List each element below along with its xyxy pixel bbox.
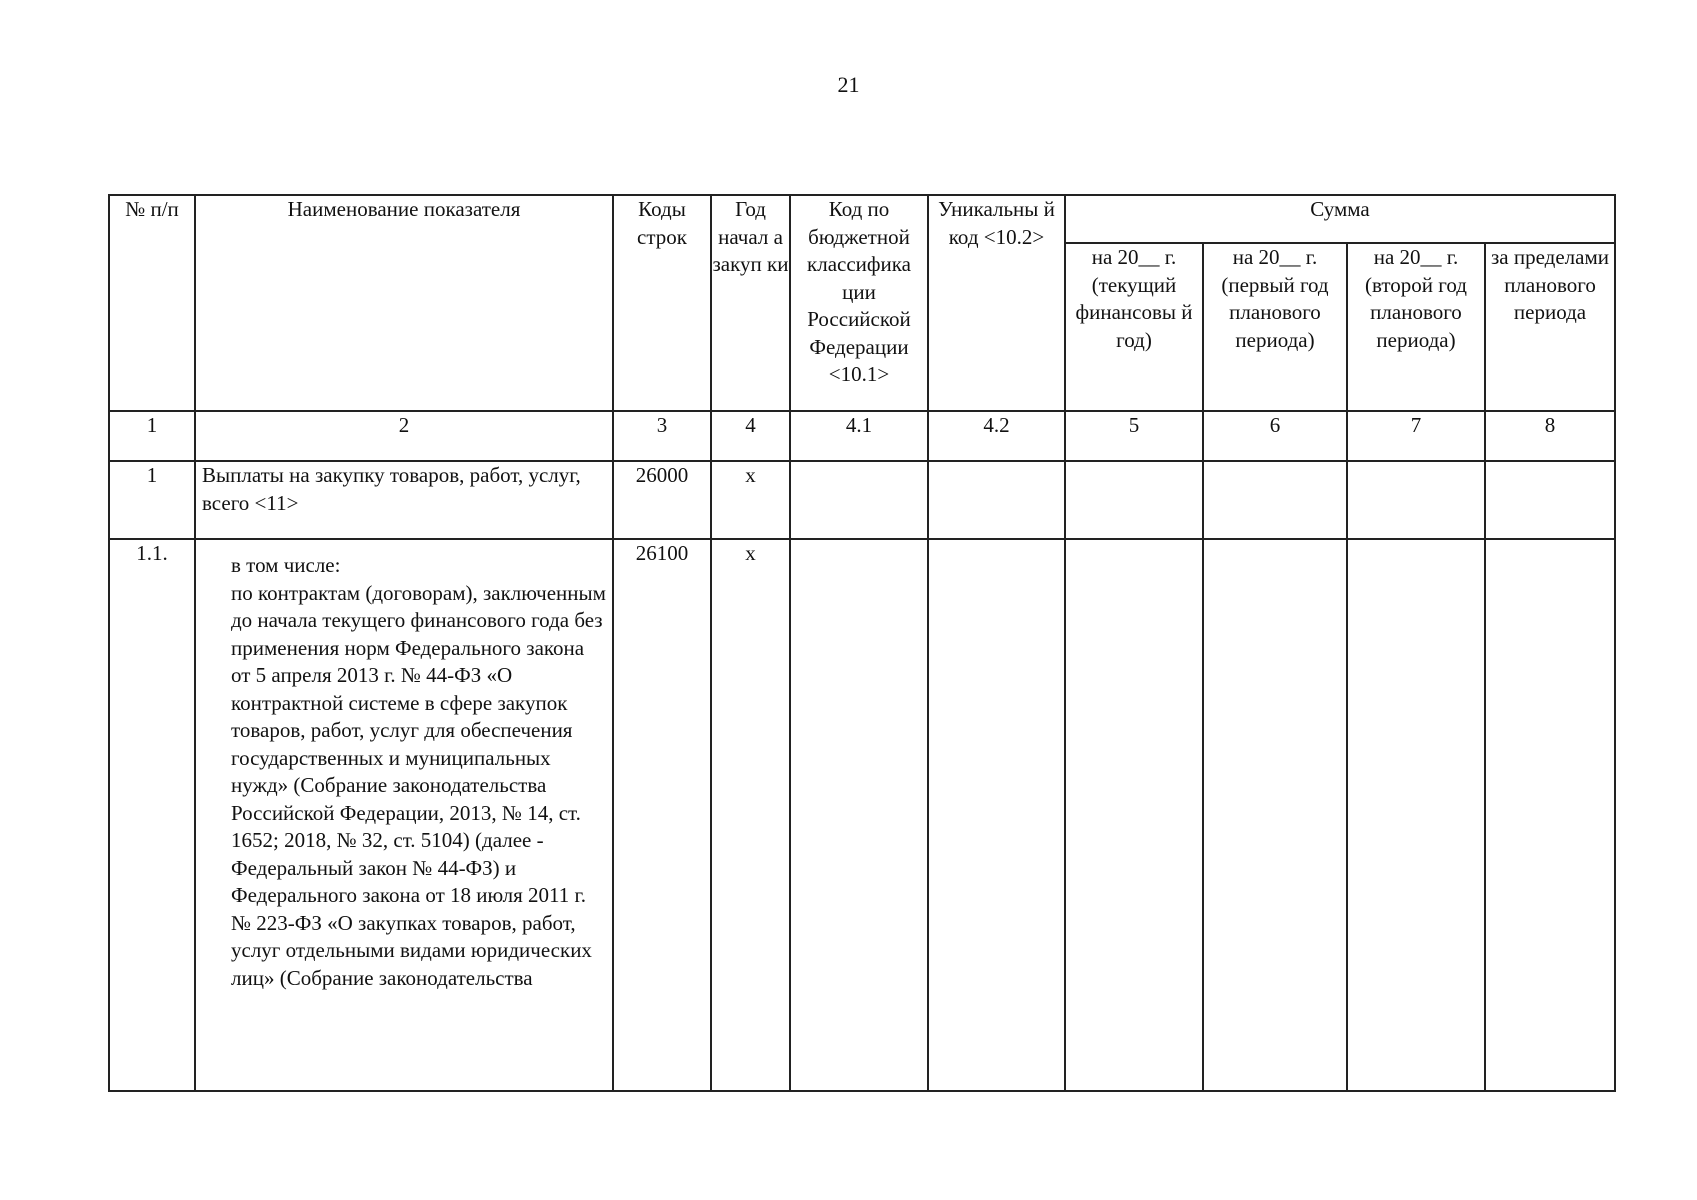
row-sum-first-cell [1203, 461, 1347, 539]
header-line-codes: Коды строк [613, 195, 711, 411]
row-unique-code-cell [928, 539, 1065, 1091]
column-number: 7 [1347, 411, 1485, 461]
row-start-year: x [711, 539, 790, 1091]
row-indicator-text: в том числе: по контрактам (договорам), заключенным до начала текущего финансового года без применения норм Федерального закона от 5 апреля 2013 г. № 44-ФЗ «О контрактной системе в сфере закупок товаров, работ, услуг для обеспечения государственных и муниципальных нужд» (Собрание законодательства Российской Федерации, 2013, № 14, ст. 1652; 2018, № 32, ст. 5104) (далее - Федеральный закон № 44-ФЗ) и Федерального закона от 18 июля 2011 г. № 223-ФЗ «О закупках товаров, работ, услуг отдельными видами юридических лиц» (Собрание законодательства [231, 553, 606, 990]
table-row [109, 461, 1615, 539]
row-number: 1 [109, 461, 195, 539]
row-line-code: 26000 [613, 461, 711, 539]
column-number: 2 [195, 411, 613, 461]
column-number: 4.1 [790, 411, 928, 461]
payments-table [108, 194, 1616, 1092]
header-unique-code: Уникальны й код <10.2> [928, 195, 1065, 411]
row-unique-code-cell [928, 461, 1065, 539]
row-sum-second-cell [1347, 461, 1485, 539]
header-purchase-start-year: Год начал а закуп ки [711, 195, 790, 411]
row-budget-code-cell [790, 461, 928, 539]
header-indicator-name: Наименование показателя [195, 195, 613, 411]
row-sum-current-cell [1065, 539, 1203, 1091]
row-indicator-name: Выплаты на закупку товаров, работ, услуг, всего <11> [195, 461, 613, 539]
column-number: 6 [1203, 411, 1347, 461]
page-number: 21 [837, 72, 860, 97]
column-number: 4.2 [928, 411, 1065, 461]
header-current-year: на 20__ г. (текущий финансовы й год) [1065, 243, 1203, 411]
column-number: 3 [613, 411, 711, 461]
row-start-year: x [711, 461, 790, 539]
row-sum-current-cell [1065, 461, 1203, 539]
column-number: 4 [711, 411, 790, 461]
column-number: 1 [109, 411, 195, 461]
table-row [109, 539, 1615, 1091]
row-sum-second-cell [1347, 539, 1485, 1091]
column-number-row [109, 411, 1615, 461]
row-indicator-name [195, 539, 613, 1091]
row-budget-code-cell [790, 539, 928, 1091]
row-line-code: 26100 [613, 539, 711, 1091]
row-number: 1.1. [109, 539, 195, 1091]
header-sum-group: Сумма [1065, 195, 1615, 243]
header-budget-classification-code: Код по бюджетной классифика ции Российской Федерации <10.1> [790, 195, 928, 411]
column-number: 5 [1065, 411, 1203, 461]
row-sum-beyond-cell [1485, 461, 1615, 539]
header-second-plan-year: на 20__ г. (второй год планового периода) [1347, 243, 1485, 411]
row-sum-first-cell [1203, 539, 1347, 1091]
header-row-number: № п/п [109, 195, 195, 411]
header-beyond-plan-period: за пределами планового периода [1485, 243, 1615, 411]
column-number: 8 [1485, 411, 1615, 461]
header-first-plan-year: на 20__ г. (первый год планового периода) [1203, 243, 1347, 411]
row-sum-beyond-cell [1485, 539, 1615, 1091]
